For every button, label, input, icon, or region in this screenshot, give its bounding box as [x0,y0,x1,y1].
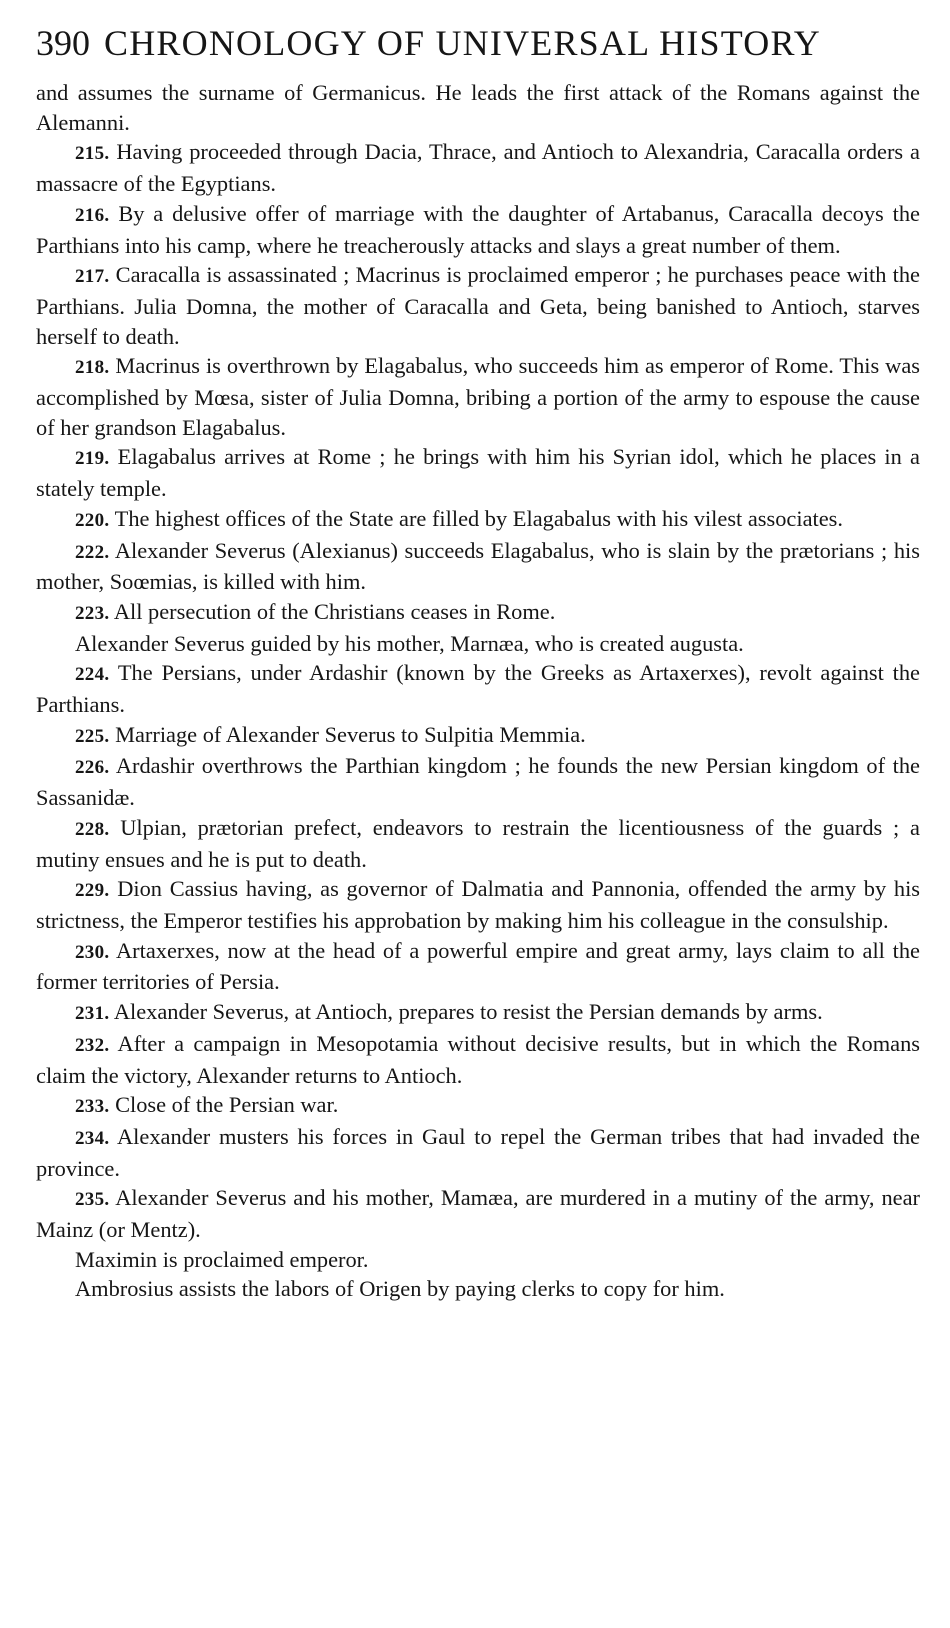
entry-235-maximin [36,1245,920,1275]
book-page [36,22,920,1304]
entry-year: 232. [75,1034,110,1056]
entry-text: Alexander musters his forces in Gaul to repel the German tribes that had invaded the province. [36,1123,920,1181]
entry-text: Alexander Severus guided by his mother, Marnæa, who is created augusta. [75,630,744,656]
entry-year: 235. [75,1189,110,1211]
entry-text: Dion Cassius having, as governor of Dalmatia and Pannonia, offended the army by his strictness, the Emperor testifies his approbation by making him his colleague in the consulship. [36,876,921,933]
entry-text: Alexander Severus (Alexianus) succeeds Elagabalus, who is slain by the prætorians ; his mother, Soœmias, is killed with him. [36,537,920,595]
entry-text: The highest offices of the State are filled by Elagabalus with his vilest associates. [114,505,843,531]
entry-text: By a delusive offer of marriage with the daughter of Artabanus, Caracalla decoys the Parthians into his camp, where he treacherously attacks and slays a great number of them. [36,200,920,258]
entry-text: Elagabalus arrives at Rome ; he brings with him his Syrian idol, which he places in a stately temple. [36,444,920,502]
entry-text: Ambrosius assists the labors of Origen by paying clerks to copy for him. [75,1276,725,1302]
entry-year: 228. [75,818,110,840]
entry-year: 234. [75,1127,110,1149]
entry-year: 224. [75,664,110,686]
entry-text: The Persians, under Ardashir (known by the Greeks as Artaxerxes), revolt against the Parthians. [36,660,920,718]
entry-text: Ardashir overthrows the Parthian kingdom ; he founds the new Persian kingdom of the Sassanidæ. [36,753,920,811]
entry-year: 222. [75,541,110,563]
entry-text: Close of the Persian war. [115,1092,339,1118]
entry-text: Maximin is proclaimed emperor. [75,1246,369,1272]
entry-225 [36,720,920,752]
entry-year: 229. [75,880,110,902]
page-number: 390 [36,23,90,63]
entry-215 [36,137,920,198]
entry-text: Macrinus is overthrown by Elagabalus, who succeeds him as emperor of Rome. This was accomplished by Mœsa, sister of Julia Domna, bribing a portion of the army to espouse the cause of her grandson Elagabalus. [36,353,920,440]
entry-228 [36,813,920,874]
entry-223 [36,597,920,629]
entry-235-ambrosius [36,1274,920,1304]
entry-year: 226. [75,757,110,779]
header-title: CHRONOLOGY OF UNIVERSAL HISTORY [104,23,821,63]
entry-text: Marriage of Alexander Severus to Sulpitia Memmia. [115,721,586,747]
entry-text: Ulpian, prætorian prefect, endeavors to restrain the licentiousness of the guards ; a mutiny ensues and he is put to death. [36,814,920,872]
entry-232 [36,1029,920,1090]
entry-year: 219. [75,448,110,470]
entry-text: Having proceeded through Dacia, Thrace, and Antioch to Alexandria, Caracalla orders a massacre of the Egyptians. [36,139,920,197]
running-head [36,22,920,78]
entry-year: 231. [75,1003,110,1025]
entry-224 [36,658,920,719]
entry-229 [36,874,920,935]
entry-216 [36,199,920,260]
chronology-entries [36,78,920,1304]
entry-text: Caracalla is assassinated ; Macrinus is proclaimed emperor ; he purchases peace with the Parthians. Julia Domna, the mother of Caracalla and Geta, being banished to Antioch, starves herself to death. [36,262,920,349]
entry-year: 225. [75,725,110,747]
entry-218 [36,351,920,442]
entry-continuation [36,78,920,137]
entry-235 [36,1183,920,1244]
entry-226 [36,751,920,812]
entry-text: Artaxerxes, now at the head of a powerful empire and great army, lays claim to all the former territories of Persia. [36,937,920,995]
entry-year: 230. [75,941,110,963]
entry-217 [36,260,920,351]
entry-text: and assumes the surname of Germanicus. He leads the first attack of the Romans against the Alemanni. [36,80,920,135]
entry-220 [36,504,920,536]
entry-text: Alexander Severus and his mother, Mamæa, are murdered in a mutiny of the army, near Mainz (or Mentz). [36,1185,920,1243]
entry-231 [36,997,920,1029]
entry-text: Alexander Severus, at Antioch, prepares to resist the Persian demands by arms. [113,999,823,1025]
entry-223-note [36,629,920,659]
entry-year: 215. [75,143,110,165]
entry-year: 220. [75,509,110,531]
entry-230 [36,936,920,997]
entry-234 [36,1122,920,1183]
entry-year: 216. [75,204,110,226]
entry-219 [36,442,920,503]
entry-233 [36,1090,920,1122]
entry-222 [36,536,920,597]
entry-year: 218. [75,357,110,379]
entry-year: 233. [75,1096,110,1118]
entry-text: After a campaign in Mesopotamia without decisive results, but in which the Romans claim the victory, Alexander returns to Antioch. [36,1030,920,1088]
entry-text: All persecution of the Christians ceases in Rome. [113,598,556,624]
entry-year: 223. [75,602,110,624]
entry-year: 217. [75,266,110,288]
